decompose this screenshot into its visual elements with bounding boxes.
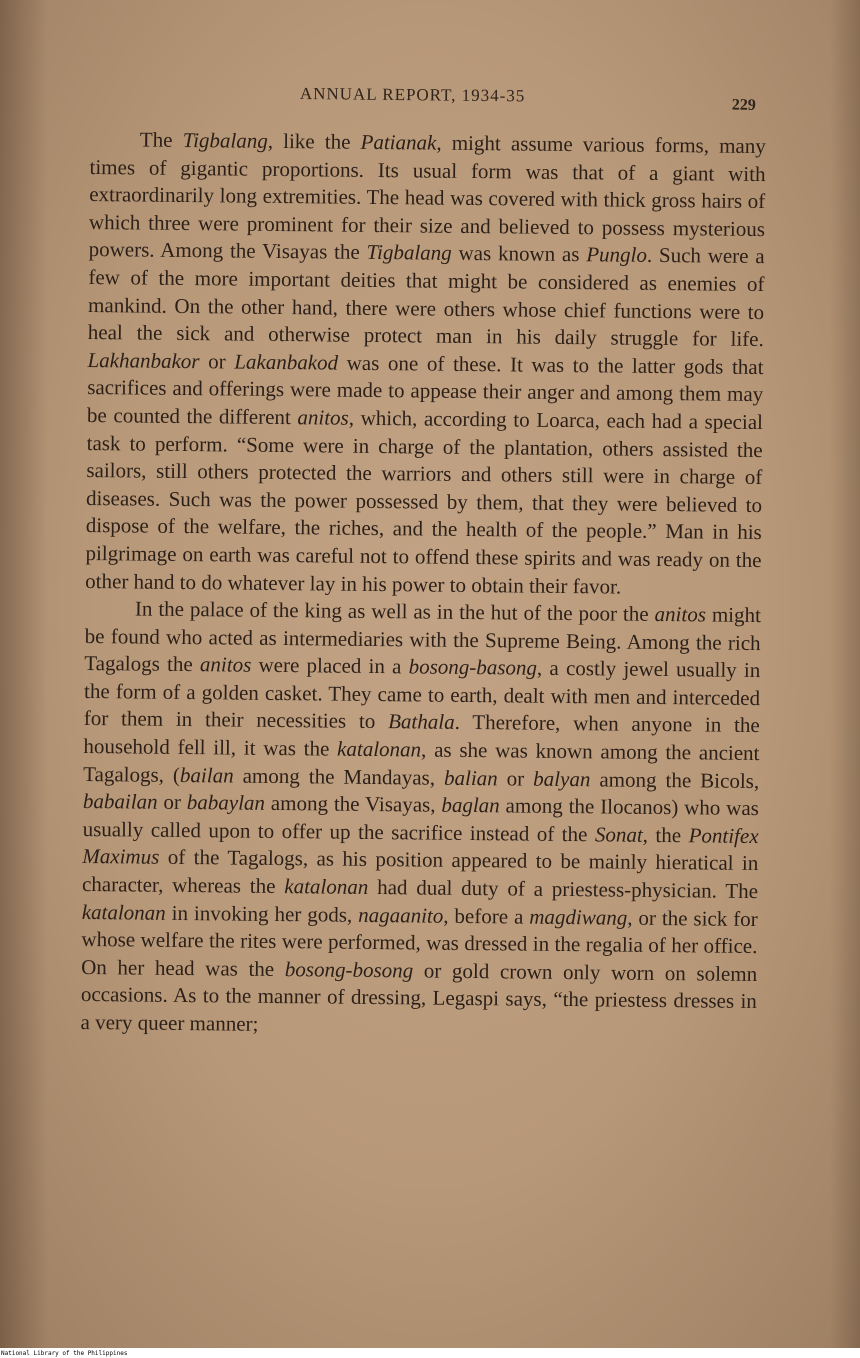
page-edge-shadow <box>830 0 860 1348</box>
italic-term: balian <box>443 765 498 790</box>
text-run: among the Bicols, <box>590 766 760 793</box>
text-run: , or the sick for whose welfare the rites were performed, was dressed in the regalia of her office. On her head was the <box>81 905 758 981</box>
text-run: . Therefore, when anyone in the household fell ill, it was the <box>83 710 760 761</box>
page-number: 229 <box>731 96 756 114</box>
text-run: or <box>157 789 187 815</box>
text-run: , before a <box>443 903 530 929</box>
text-run: , as she was known among the ancient Tagalogs, ( <box>83 737 760 787</box>
body-text <box>80 126 765 1044</box>
italic-term: Lakanbakod <box>234 349 339 375</box>
running-header <box>300 84 770 119</box>
italic-term: katalonan <box>337 736 422 762</box>
text-run: among the Ilocanos) who was usually called upon to offer up the sacrifice instead of the <box>82 793 760 847</box>
italic-term: katalonan <box>81 899 166 925</box>
italic-term: babailan <box>82 789 158 814</box>
italic-term: bailan <box>179 762 234 788</box>
text-run: , a costly jewel usually in the form of a golden casket. They came to earth, dealt with men and interceded for them in their necessities to <box>83 655 761 734</box>
italic-term: Sonat <box>594 822 643 847</box>
italic-term: bosong-bosong <box>284 956 414 983</box>
italic-term: anitos <box>297 405 349 430</box>
italic-term: anitos <box>199 652 252 677</box>
paragraph-1 <box>85 126 766 602</box>
text-run: , like the <box>267 128 361 154</box>
italic-term: anitos <box>654 602 707 627</box>
italic-term: Tigbalang <box>182 127 268 153</box>
italic-term: Lakhanbakor <box>87 347 200 373</box>
italic-term: Bathala <box>388 709 455 735</box>
italic-term: magdiwang <box>529 904 628 930</box>
text-run: in invoking her gods, <box>165 900 359 927</box>
text-run: The <box>139 127 183 152</box>
text-run: among the Mandayas, <box>233 763 445 790</box>
italic-term: Tigbalang <box>366 240 452 266</box>
library-credit: National Library of the Philippines <box>1 1350 128 1357</box>
text-run: In the palace of the king as well as in the hut of the poor the <box>134 596 655 627</box>
text-run: was one of these. It was to the latter gods that sacrifices and offerings were made to appease their anger and among them may be counted the different <box>86 350 764 430</box>
paragraph-2 <box>80 595 761 1044</box>
text-run: or gold crown only worn on solemn occasions. As to the manner of dressing, Legaspi says, “the priestess dresses in a very queer manner; <box>80 958 758 1036</box>
text-run: might be found who acted as intermediaries with the Supreme Being. Among the rich Tagalogs the <box>84 602 762 677</box>
italic-term: Pontifex Maximus <box>82 823 759 870</box>
text-run: or <box>199 348 235 374</box>
italic-term: katalonan <box>284 874 369 899</box>
italic-term: Punglo <box>586 242 648 268</box>
text-run: had dual duty of a priestess-physician. The <box>368 874 759 904</box>
italic-term: bosong-basong <box>408 654 538 680</box>
text-run: . Such were a few of the more important deities that might be considered as enemies of mankind. On the other hand, there were others whose chief functions were to heal the sick and otherwise protect man in his daily struggle for life. <box>87 243 765 352</box>
text-run: , which, according to Loarca, each had a special task to perform. “Some were in charge of the plantation, others assisted the sailors, still others protected the warriors and others still were in charge of diseases. Such was the power possessed by them, that they were believed to dispose of the welfare, the riches, and the health of the people.” Man in his pilgrimage on earth was careful not to offend these spirits and was ready on the other hand to do whatever lay in his power to obtain their favor. <box>85 405 764 599</box>
text-run: or <box>497 765 534 791</box>
italic-term: balyan <box>533 766 591 791</box>
text-run: of the Tagalogs, as his position appeared to be mainly hieratical in character, whereas the <box>81 845 759 899</box>
binding-shadow <box>0 0 48 1348</box>
text-run: , might assume various forms, many times of gigantic proportions. Its usual form was that of a giant with extraordinarily long extremities. The head was covered with thick gross hairs of which three were prominent for their size and believed to possess mysterious powers. Among the Visayas the <box>88 130 766 265</box>
text-run: , the <box>642 822 689 848</box>
text-run: among the Visayas, <box>264 791 442 817</box>
italic-term: nagaanito <box>358 902 444 928</box>
italic-term: babaylan <box>186 790 266 816</box>
text-run: was known as <box>451 241 587 267</box>
text-run: were placed in a <box>251 653 409 679</box>
header-title: ANNUAL REPORT, 1934-35 <box>299 84 526 106</box>
italic-term: Patianak <box>360 129 437 155</box>
italic-term: baglan <box>441 792 500 818</box>
